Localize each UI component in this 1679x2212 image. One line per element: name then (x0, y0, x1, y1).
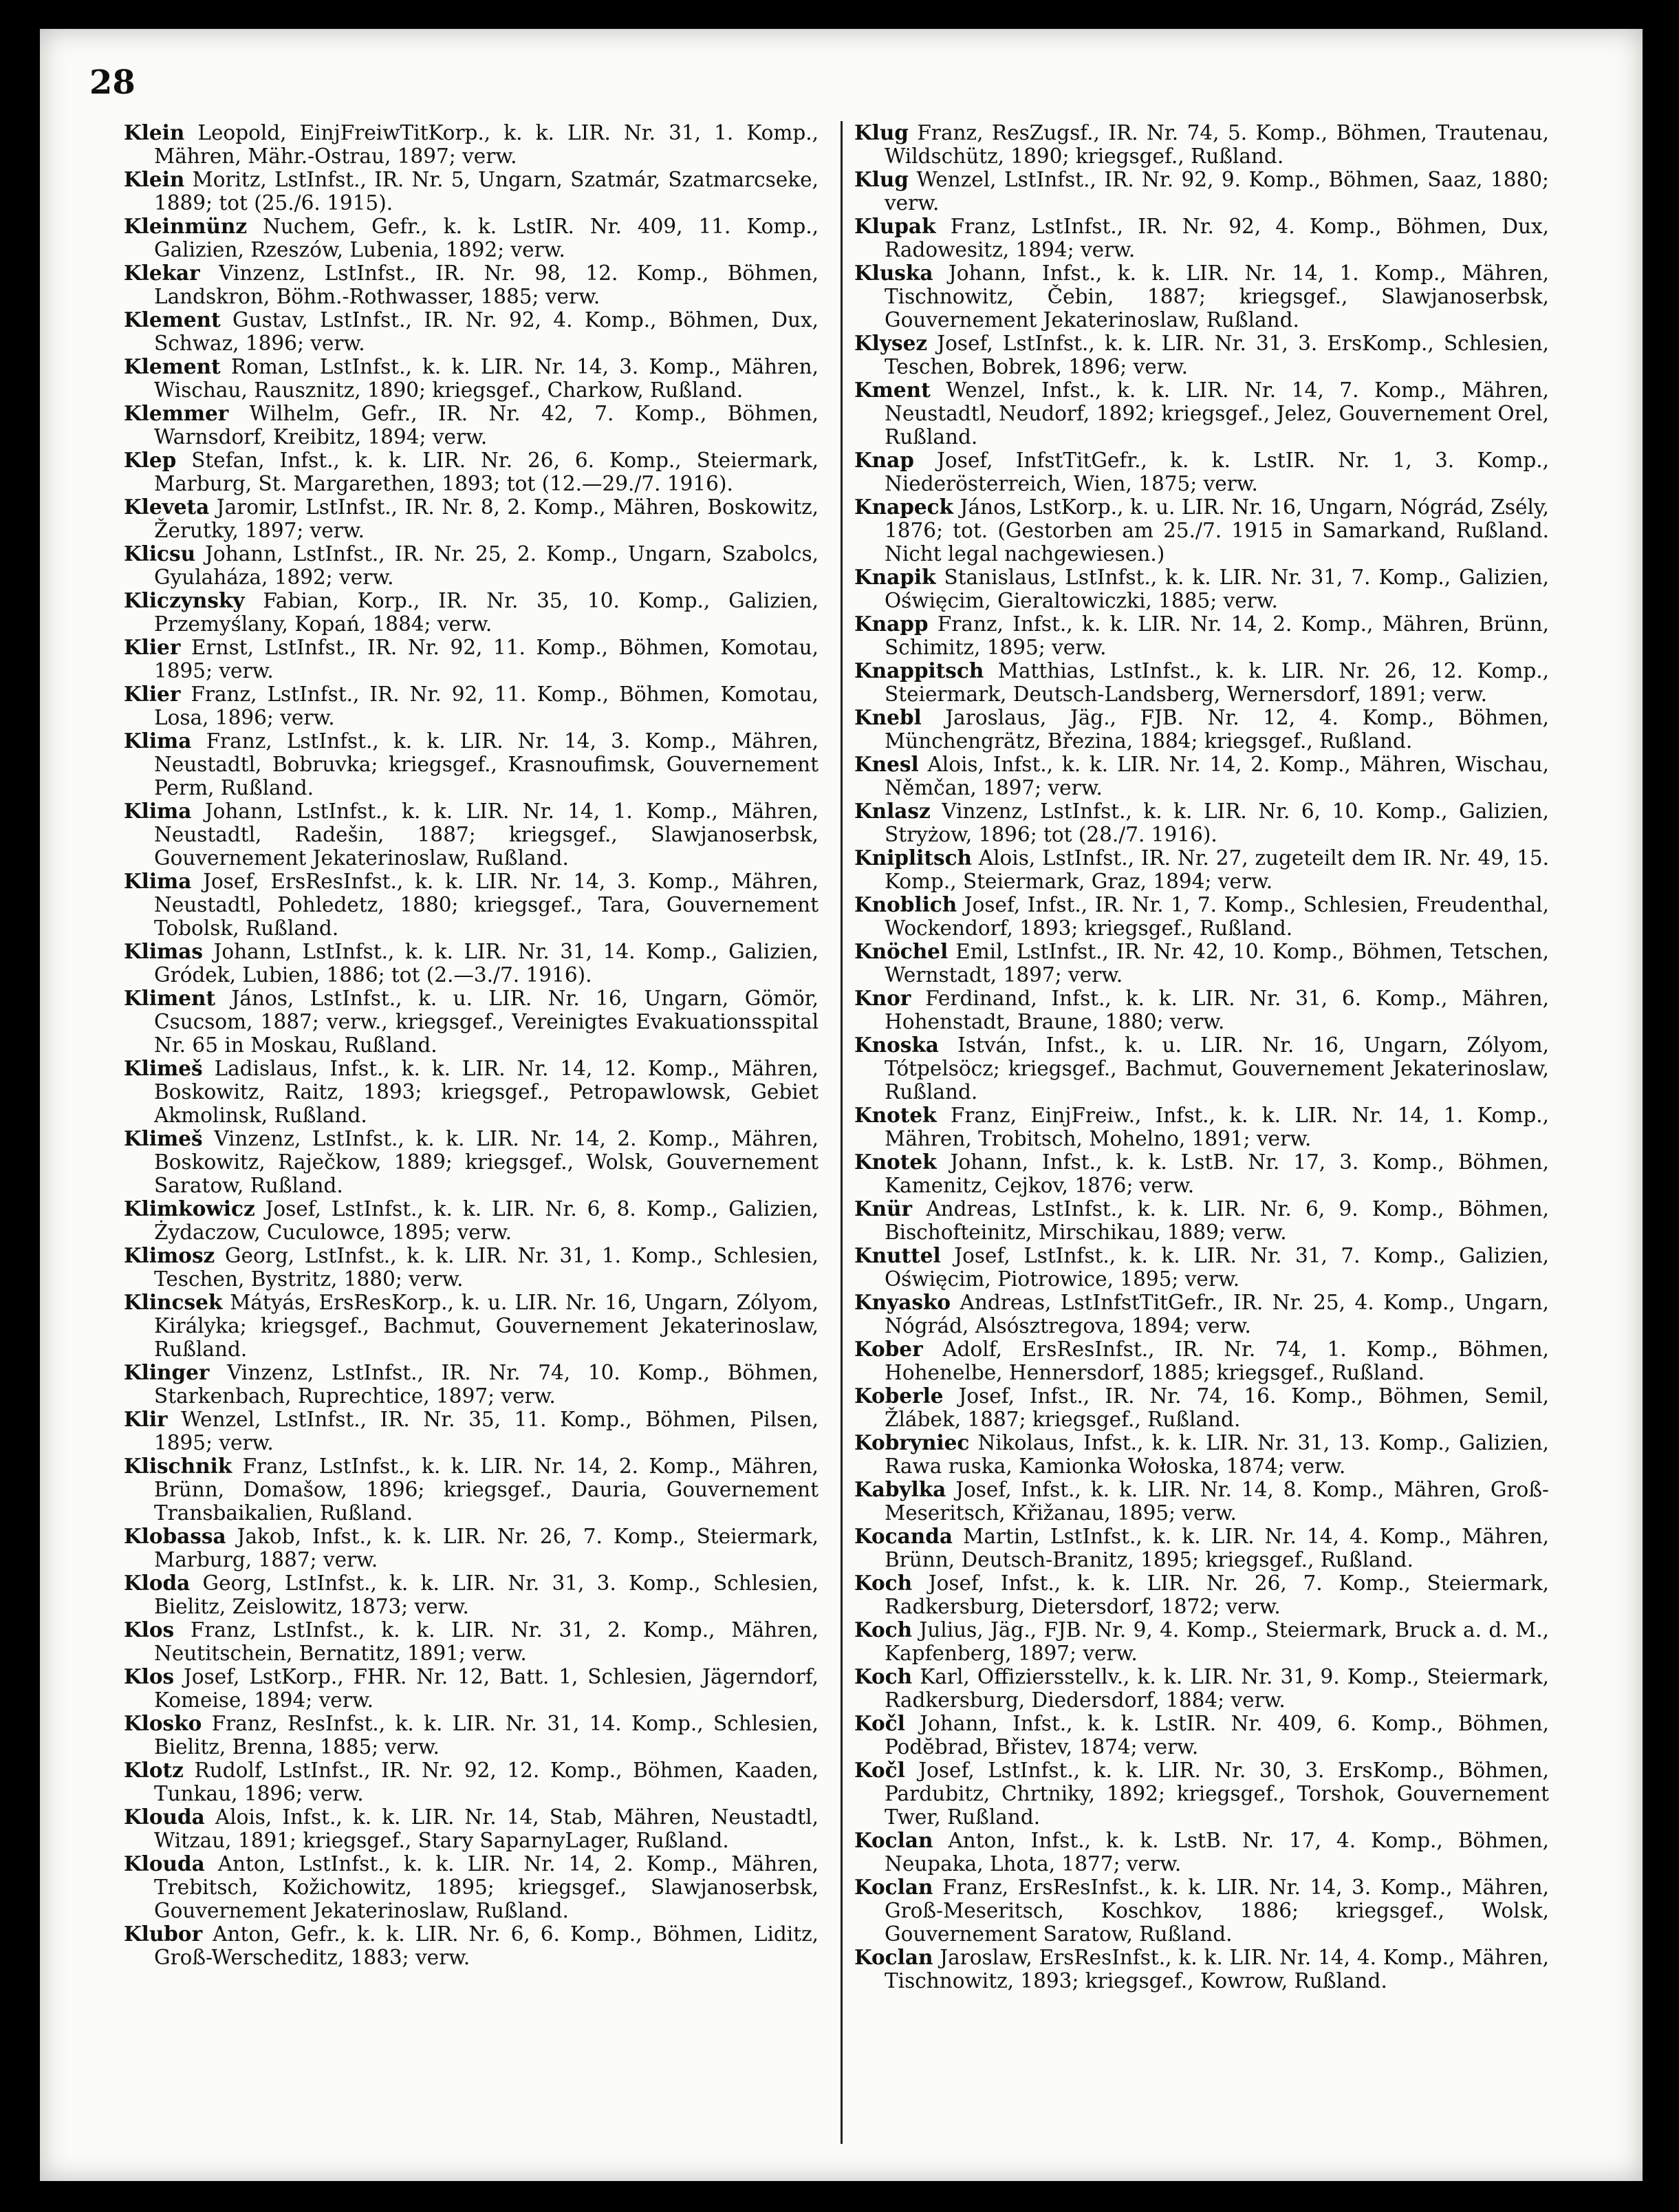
entry-details: Andreas, LstInfst., k. k. LIR. Nr. 6, 9. Komp., Böhmen, Bischofteinitz, Mirschikau, 1889; verw. (885, 1197, 1549, 1244)
entry-surname: Kabylka (854, 1477, 946, 1501)
entry-details: Johann, LstInfst., k. k. LIR. Nr. 14, 1. Komp., Mähren, Neustadtl, Radešin, 1887; kriegsgef., Slawjanoserbsk, Gouvernement Jekaterinoslaw, Rußland. (154, 799, 819, 870)
entry-details: Josef, Infst., IR. Nr. 1, 7. Komp., Schlesien, Freudenthal, Wockendorf, 1893; kriegsgef., Rußland. (885, 893, 1549, 940)
register-entry (124, 1244, 819, 1291)
register-entry (124, 1454, 819, 1525)
register-entry (124, 1361, 819, 1408)
entry-details: Vinzenz, LstInfst., k. k. LIR. Nr. 14, 2. Komp., Mähren, Boskowitz, Raječkow, 1889; kriegsgef., Wolsk, Gouvernement Saratow, Rußland. (154, 1127, 819, 1197)
entry-surname: Klischnik (124, 1454, 232, 1478)
register-entry (854, 261, 1549, 332)
entry-surname: Knoblich (854, 892, 957, 916)
register-entry (124, 355, 819, 402)
entry-surname: Klug (854, 120, 909, 144)
entry-surname: Koclan (854, 1828, 933, 1852)
entry-surname: Klir (124, 1407, 168, 1431)
entry-surname: Knappitsch (854, 658, 984, 683)
entry-details: Vinzenz, LstInfst., IR. Nr. 74, 10. Komp., Böhmen, Starkenbach, Ruprechtice, 1897; verw. (154, 1361, 819, 1408)
register-entry (854, 1431, 1549, 1478)
entry-details: Moritz, LstInfst., IR. Nr. 5, Ungarn, Szatmár, Szatmarcseke, 1889; tot (25./6. 1915). (154, 168, 819, 215)
entry-details: Johann, Infst., k. k. LIR. Nr. 14, 1. Komp., Mähren, Tischnowitz, Čebin, 1887; kriegsgef., Slawjanoserbsk, Gouvernement Jekaterinoslaw, Rußland. (885, 261, 1549, 332)
entry-details: Ladislaus, Infst., k. k. LIR. Nr. 14, 12. Komp., Mähren, Boskowitz, Raitz, 1893; kriegsgef., Petropawlowsk, Gebiet Akmolinsk, Rußland. (154, 1057, 819, 1127)
entry-details: Rudolf, LstInfst., IR. Nr. 92, 12. Komp., Böhmen, Kaaden, Tunkau, 1896; verw. (154, 1759, 819, 1805)
entry-details: István, Infst., k. u. LIR. Nr. 16, Ungarn, Zólyom, Tótpelsöcz; kriegsgef., Bachmut, Gouvernement Jekaterinoslaw, Rußland. (885, 1033, 1549, 1104)
entry-surname: Kliment (124, 986, 216, 1010)
register-entry (854, 1197, 1549, 1244)
entry-surname: Klos (124, 1664, 175, 1688)
entry-surname: Klotz (124, 1758, 184, 1782)
entry-details: Josef, InfstTitGefr., k. k. LstIR. Nr. 1, 3. Komp., Niederösterreich, Wien, 1875; verw. (885, 449, 1549, 495)
register-entry (124, 870, 819, 940)
entry-details: Andreas, LstInfstTitGefr., IR. Nr. 25, 4. Komp., Ungarn, Nógrád, Alsósztregova, 1894; verw. (885, 1291, 1549, 1338)
entry-details: Josef, Infst., k. k. LIR. Nr. 26, 7. Komp., Steiermark, Radkersburg, Dietersdorf, 1872; verw. (885, 1571, 1549, 1618)
register-entry (124, 495, 819, 542)
register-entry (854, 1946, 1549, 1993)
register-entry (854, 495, 1549, 566)
entry-surname: Klysez (854, 331, 928, 355)
register-entry (124, 729, 819, 799)
entry-details: Franz, ResZugsf., IR. Nr. 74, 5. Komp., Böhmen, Trautenau, Wildschütz, 1890; kriegsgef., Rußland. (885, 121, 1549, 168)
entry-surname: Koch (854, 1664, 913, 1688)
entry-surname: Knapik (854, 565, 936, 589)
register-entry (854, 1759, 1549, 1829)
register-entry (854, 215, 1549, 261)
register-entry (124, 1712, 819, 1759)
register-entry (854, 332, 1549, 378)
entry-surname: Klima (124, 799, 192, 823)
entry-details: Stefan, Infst., k. k. LIR. Nr. 26, 6. Komp., Steiermark, Marburg, St. Margarethen, 1893; tot (12.—29./7. 1916). (154, 449, 819, 495)
entry-details: Jaroslaw, ErsResInfst., k. k. LIR. Nr. 14, 4. Komp., Mähren, Tischnowitz, 1893; kriegsgef., Kowrow, Rußland. (885, 1946, 1549, 1993)
register-entry (854, 1829, 1549, 1876)
entry-surname: Kliczynsky (124, 588, 245, 612)
entry-surname: Klein (124, 167, 185, 191)
register-entry (854, 449, 1549, 495)
entry-surname: Knesl (854, 752, 919, 776)
register-entry (854, 1478, 1549, 1525)
entry-details: Anton, Gefr., k. k. LIR. Nr. 6, 6. Komp., Böhmen, Liditz, Groß-Werscheditz, 1883; verw. (154, 1922, 819, 1969)
register-entry (854, 1525, 1549, 1571)
entry-details: Franz, LstInfst., k. k. LIR. Nr. 14, 3. Komp., Mähren, Neustadtl, Bobruvka; kriegsgef., Krasnoufimsk, Gouvernement Perm, Rußland. (154, 729, 819, 799)
entry-surname: Knor (854, 986, 911, 1010)
register-entry (124, 1291, 819, 1361)
entry-surname: Knebl (854, 705, 922, 729)
entry-surname: Klement (124, 308, 221, 332)
entry-details: Ferdinand, Infst., k. k. LIR. Nr. 31, 6. Komp., Mähren, Hohenstadt, Braune, 1880; verw. (885, 987, 1549, 1033)
entry-surname: Klimas (124, 939, 203, 963)
entry-details: Wenzel, LstInfst., IR. Nr. 35, 11. Komp., Böhmen, Pilsen, 1895; verw. (154, 1408, 819, 1454)
left-column (124, 121, 819, 1969)
entry-details: Vinzenz, LstInfst., k. k. LIR. Nr. 6, 10. Komp., Galizien, Stryżow, 1896; tot (28./7. 1916). (885, 799, 1549, 846)
register-entry (854, 1712, 1549, 1759)
entry-details: Matthias, LstInfst., k. k. LIR. Nr. 26, 12. Komp., Steiermark, Deutsch-Landsberg, Wernersdorf, 1891; verw. (885, 659, 1549, 706)
entry-details: Franz, Infst., k. k. LIR. Nr. 14, 2. Komp., Mähren, Brünn, Schimitz, 1895; verw. (885, 612, 1549, 659)
entry-details: Franz, ResInfst., k. k. LIR. Nr. 31, 14. Komp., Schlesien, Bielitz, Brenna, 1885; verw. (154, 1712, 819, 1759)
register-entry (854, 1150, 1549, 1197)
entry-details: Emil, LstInfst., IR. Nr. 42, 10. Komp., Böhmen, Tetschen, Wernstadt, 1897; verw. (885, 940, 1549, 987)
register-entry (854, 1291, 1549, 1338)
register-entry (854, 893, 1549, 940)
register-entry (854, 1571, 1549, 1618)
entry-surname: Knür (854, 1196, 913, 1221)
entry-details: János, LstInfst., k. u. LIR. Nr. 16, Ungarn, Gömör, Csucsom, 1887; verw., kriegsgef., Vereinigtes Evakuationsspital Nr. 65 in Moskau, Rußland. (154, 987, 819, 1057)
entry-details: Georg, LstInfst., k. k. LIR. Nr. 31, 3. Komp., Schlesien, Bielitz, Zeislowitz, 1873; verw. (154, 1571, 819, 1618)
register-entry (854, 987, 1549, 1033)
entry-details: Josef, ErsResInfst., k. k. LIR. Nr. 14, 3. Komp., Mähren, Neustadtl, Pohledetz, 1880; kriegsgef., Tara, Gouvernement Tobolsk, Rußland. (154, 870, 819, 940)
register-entry (854, 1104, 1549, 1150)
entry-details: Mátyás, ErsResKorp., k. u. LIR. Nr. 16, Ungarn, Zólyom, Királyka; kriegsgef., Bachmut, Gouvernement Jekaterinoslaw, Rußland. (154, 1291, 819, 1361)
entry-surname: Klier (124, 635, 181, 659)
entry-surname: Klima (124, 729, 192, 753)
register-entry (124, 1571, 819, 1618)
entry-surname: Klincsek (124, 1290, 223, 1314)
entry-details: Stanislaus, LstInfst., k. k. LIR. Nr. 31, 7. Komp., Galizien, Oświęcim, Gieraltowiczki, 1885; verw. (885, 566, 1549, 612)
entry-surname: Klimkowicz (124, 1196, 255, 1221)
entry-surname: Kleveta (124, 495, 210, 519)
register-entry (124, 215, 819, 261)
entry-surname: Kloda (124, 1571, 191, 1595)
entry-details: Franz, LstInfst., IR. Nr. 92, 11. Komp., Böhmen, Komotau, Losa, 1896; verw. (154, 683, 819, 729)
register-entry (854, 1618, 1549, 1665)
register-entry (124, 542, 819, 589)
entry-details: Anton, Infst., k. k. LstB. Nr. 17, 4. Komp., Böhmen, Neupaka, Lhota, 1877; verw. (885, 1829, 1549, 1876)
entry-details: Nikolaus, Infst., k. k. LIR. Nr. 31, 13. Komp., Galizien, Rawa ruska, Kamionka Wołoska, 1874; verw. (885, 1431, 1549, 1478)
register-entry (124, 308, 819, 355)
entry-details: Josef, Infst., k. k. LIR. Nr. 14, 8. Komp., Mähren, Groß-Meseritsch, Křižanau, 1895; verw. (885, 1478, 1549, 1525)
entry-surname: Kniplitsch (854, 846, 972, 870)
register-entry (854, 940, 1549, 987)
entry-surname: Klimeš (124, 1056, 203, 1080)
entry-surname: Kober (854, 1337, 923, 1361)
register-entry (124, 1057, 819, 1127)
entry-surname: Klubor (124, 1922, 203, 1946)
register-entry (124, 121, 819, 168)
entry-surname: Kočl (854, 1758, 905, 1782)
entry-surname: Klouda (124, 1851, 205, 1876)
entry-surname: Kočl (854, 1711, 905, 1735)
entry-surname: Klouda (124, 1805, 205, 1829)
entry-surname: Knyasko (854, 1290, 951, 1314)
entry-surname: Klekar (124, 261, 200, 285)
entry-details: Georg, LstInfst., k. k. LIR. Nr. 31, 1. Komp., Schlesien, Teschen, Bystritz, 1880; verw. (154, 1244, 819, 1291)
entry-surname: Klobassa (124, 1524, 226, 1548)
entry-surname: Knapeck (854, 495, 953, 519)
entry-details: Franz, ErsResInfst., k. k. LIR. Nr. 14, 3. Komp., Mähren, Groß-Meseritsch, Koschkov, 1886; kriegsgef., Wolsk, Gouvernement Saratow, Rußland. (885, 1876, 1549, 1946)
register-entry (854, 1384, 1549, 1431)
register-entry (124, 987, 819, 1057)
entry-details: Nuchem, Gefr., k. k. LstIR. Nr. 409, 11. Komp., Galizien, Rzeszów, Lubenia, 1892; verw. (154, 215, 819, 261)
entry-details: Josef, LstKorp., FHR. Nr. 12, Batt. 1, Schlesien, Jägerndorf, Komeise, 1894; verw. (154, 1665, 819, 1712)
register-entry (854, 1033, 1549, 1104)
entry-details: Julius, Jäg., FJB. Nr. 9, 4. Komp., Steiermark, Bruck a. d. M., Kapfenberg, 1897; verw. (885, 1618, 1549, 1665)
entry-surname: Klimosz (124, 1243, 215, 1267)
register-entry (124, 1127, 819, 1197)
right-column (854, 121, 1549, 1993)
entry-details: Josef, LstInfst., k. k. LIR. Nr. 31, 7. Komp., Galizien, Oświęcim, Piotrowice, 1895; verw. (885, 1244, 1549, 1291)
entry-details: Leopold, EinjFreiwTitKorp., k. k. LIR. Nr. 31, 1. Komp., Mähren, Mähr.-Ostrau, 1897; verw. (154, 121, 819, 168)
entry-surname: Koberle (854, 1384, 944, 1408)
entry-details: Johann, Infst., k. k. LstIR. Nr. 409, 6. Komp., Böhmen, Podĕbrad, Břistev, 1874; verw. (885, 1712, 1549, 1759)
entry-details: Wilhelm, Gefr., IR. Nr. 42, 7. Komp., Böhmen, Warnsdorf, Kreibitz, 1894; verw. (154, 402, 819, 449)
entry-details: Johann, LstInfst., k. k. LIR. Nr. 31, 14. Komp., Galizien, Gródek, Lubien, 1886; tot (2.—3./7. 1916). (154, 940, 819, 987)
entry-surname: Klupak (854, 214, 936, 238)
entry-surname: Klier (124, 682, 181, 706)
entry-details: Johann, LstInfst., IR. Nr. 25, 2. Komp., Ungarn, Szabolcs, Gyulaháza, 1892; verw. (154, 542, 819, 589)
entry-surname: Klinger (124, 1360, 210, 1384)
entry-details: Franz, LstInfst., IR. Nr. 92, 4. Komp., Böhmen, Dux, Radowesitz, 1894; verw. (885, 215, 1549, 261)
entry-surname: Kobryniec (854, 1430, 970, 1454)
entry-surname: Kleinmünz (124, 214, 248, 238)
entry-surname: Koch (854, 1618, 913, 1642)
entry-surname: Knotek (854, 1103, 937, 1127)
entry-surname: Klos (124, 1618, 175, 1642)
entry-surname: Knap (854, 448, 914, 472)
register-entry (124, 940, 819, 987)
register-entry (854, 1338, 1549, 1384)
entry-surname: Knapp (854, 612, 929, 636)
entry-details: Karl, Offiziersstellv., k. k. LIR. Nr. 31, 9. Komp., Steiermark, Radkersburg, Diedersdorf, 1884; verw. (885, 1665, 1549, 1712)
entry-surname: Klicsu (124, 541, 196, 566)
entry-surname: Knuttel (854, 1243, 941, 1267)
register-entry (854, 378, 1549, 449)
entry-details: Alois, Infst., k. k. LIR. Nr. 14, Stab, Mähren, Neustadtl, Witzau, 1891; kriegsgef., Stary SaparnyLager, Rußland. (154, 1805, 819, 1852)
entry-details: Jaromir, LstInfst., IR. Nr. 8, 2. Komp., Mähren, Boskowitz, Žerutky, 1897; verw. (154, 495, 819, 542)
entry-details: Vinzenz, LstInfst., IR. Nr. 98, 12. Komp., Böhmen, Landskron, Böhm.-Rothwasser, 1885; verw. (154, 261, 819, 308)
entry-details: Anton, LstInfst., k. k. LIR. Nr. 14, 2. Komp., Mähren, Trebitsch, Kožichowitz, 1895; kriegsgef., Slawjanoserbsk, Gouvernement Jekaterinoslaw, Rußland. (154, 1852, 819, 1922)
register-entry (854, 168, 1549, 215)
entry-details: Martin, LstInfst., k. k. LIR. Nr. 14, 4. Komp., Mähren, Brünn, Deutsch-Branitz, 1895; kriegsgef., Rußland. (885, 1525, 1549, 1571)
register-entry (854, 1876, 1549, 1946)
entry-details: Alois, Infst., k. k. LIR. Nr. 14, 2. Komp., Mähren, Wischau, Němčan, 1897; verw. (885, 753, 1549, 799)
register-entry (124, 1805, 819, 1852)
register-entry (854, 121, 1549, 168)
entry-details: Roman, LstInfst., k. k. LIR. Nr. 14, 3. Komp., Mähren, Wischau, Rausznitz, 1890; kriegsgef., Charkow, Rußland. (154, 355, 819, 402)
entry-surname: Klemmer (124, 401, 229, 425)
register-entry (124, 589, 819, 636)
register-entry (854, 846, 1549, 893)
register-entry (124, 1922, 819, 1969)
entry-details: Josef, LstInfst., k. k. LIR. Nr. 31, 3. ErsKomp., Schlesien, Teschen, Bobrek, 1896; verw. (885, 332, 1549, 378)
register-entry (124, 683, 819, 729)
entry-details: Gustav, LstInfst., IR. Nr. 92, 4. Komp., Böhmen, Dux, Schwaz, 1896; verw. (154, 308, 819, 355)
column-divider (841, 121, 843, 2144)
entry-surname: Koclan (854, 1945, 933, 1969)
entry-surname: Kluska (854, 261, 933, 285)
entry-surname: Koch (854, 1571, 913, 1595)
register-entry (124, 1665, 819, 1712)
entry-surname: Knöchel (854, 939, 949, 963)
register-entry (124, 1852, 819, 1922)
entry-surname: Kment (854, 378, 931, 402)
entry-surname: Knlasz (854, 799, 931, 823)
register-entry (854, 1665, 1549, 1712)
entry-details: Josef, LstInfst., k. k. LIR. Nr. 30, 3. ErsKomp., Böhmen, Pardubitz, Chrtniky, 1892; kriegsgef., Torshok, Gouvernement Twer, Rußland. (885, 1759, 1549, 1829)
entry-details: Fabian, Korp., IR. Nr. 35, 10. Komp., Galizien, Przemyślany, Kopań, 1884; verw. (154, 589, 819, 636)
register-entry (124, 449, 819, 495)
entry-details: Wenzel, Infst., k. k. LIR. Nr. 14, 7. Komp., Mähren, Neustadtl, Neudorf, 1892; kriegsgef., Jelez, Gouvernement Orel, Rußland. (885, 378, 1549, 449)
register-entry (124, 402, 819, 449)
page-number: 28 (89, 63, 136, 102)
register-entry (124, 799, 819, 870)
entry-surname: Klimeš (124, 1126, 203, 1150)
register-entry (124, 636, 819, 683)
register-entry (854, 659, 1549, 706)
entry-details: Franz, LstInfst., k. k. LIR. Nr. 14, 2. Komp., Mähren, Brünn, Domašow, 1896; kriegsgef., Dauria, Gouvernement Transbaikalien, Rußland. (154, 1454, 819, 1525)
register-entry (854, 706, 1549, 753)
entry-surname: Klep (124, 448, 177, 472)
register-entry (854, 566, 1549, 612)
register-entry (124, 1618, 819, 1665)
entry-surname: Klug (854, 167, 909, 191)
entry-surname: Knoska (854, 1033, 939, 1057)
register-entry (854, 799, 1549, 846)
entry-surname: Klein (124, 120, 185, 144)
register-entry (124, 261, 819, 308)
entry-surname: Klement (124, 354, 221, 378)
entry-surname: Knotek (854, 1150, 937, 1174)
register-entry (124, 168, 819, 215)
register-entry (854, 753, 1549, 799)
entry-details: Ernst, LstInfst., IR. Nr. 92, 11. Komp., Böhmen, Komotau, 1895; verw. (154, 636, 819, 683)
entry-details: János, LstKorp., k. u. LIR. Nr. 16, Ungarn, Nógrád, Zsély, 1876; tot. (Gestorben am 25./7. 1915 in Samarkand, Rußland. Nicht legal nachgewiesen.) (885, 495, 1549, 566)
entry-details: Jaroslaus, Jäg., FJB. Nr. 12, 4. Komp., Böhmen, Münchengrätz, Březina, 1884; kriegsgef., Rußland. (885, 706, 1549, 753)
register-entry (124, 1408, 819, 1454)
entry-details: Alois, LstInfst., IR. Nr. 27, zugeteilt dem IR. Nr. 49, 15. Komp., Steiermark, Graz, 1894; verw. (885, 846, 1549, 893)
entry-details: Josef, LstInfst., k. k. LIR. Nr. 6, 8. Komp., Galizien, Żydaczow, Cuculowce, 1895; verw. (154, 1197, 819, 1244)
entry-surname: Klosko (124, 1711, 202, 1735)
entry-details: Adolf, ErsResInfst., IR. Nr. 74, 1. Komp., Böhmen, Hohenelbe, Hennersdorf, 1885; kriegsgef., Rußland. (885, 1338, 1549, 1384)
entry-details: Wenzel, LstInfst., IR. Nr. 92, 9. Komp., Böhmen, Saaz, 1880; verw. (885, 168, 1549, 215)
entry-details: Franz, EinjFreiw., Infst., k. k. LIR. Nr. 14, 1. Komp., Mähren, Trobitsch, Mohelno, 1891; verw. (885, 1104, 1549, 1150)
register-entry (124, 1197, 819, 1244)
register-entry (124, 1759, 819, 1805)
entry-surname: Kocanda (854, 1524, 953, 1548)
register-entry (124, 1525, 819, 1571)
entry-surname: Koclan (854, 1875, 933, 1899)
register-entry (854, 612, 1549, 659)
entry-details: Josef, Infst., IR. Nr. 74, 16. Komp., Böhmen, Semil, Žlábek, 1887; kriegsgef., Rußland. (885, 1384, 1549, 1431)
entry-details: Franz, LstInfst., k. k. LIR. Nr. 31, 2. Komp., Mähren, Neutitschein, Bernatitz, 1891; verw. (154, 1618, 819, 1665)
register-entry (854, 1244, 1549, 1291)
entry-details: Johann, Infst., k. k. LstB. Nr. 17, 3. Komp., Böhmen, Kamenitz, Cejkov, 1876; verw. (885, 1150, 1549, 1197)
entry-surname: Klima (124, 869, 192, 893)
entry-details: Jakob, Infst., k. k. LIR. Nr. 26, 7. Komp., Steiermark, Marburg, 1887; verw. (154, 1525, 819, 1571)
